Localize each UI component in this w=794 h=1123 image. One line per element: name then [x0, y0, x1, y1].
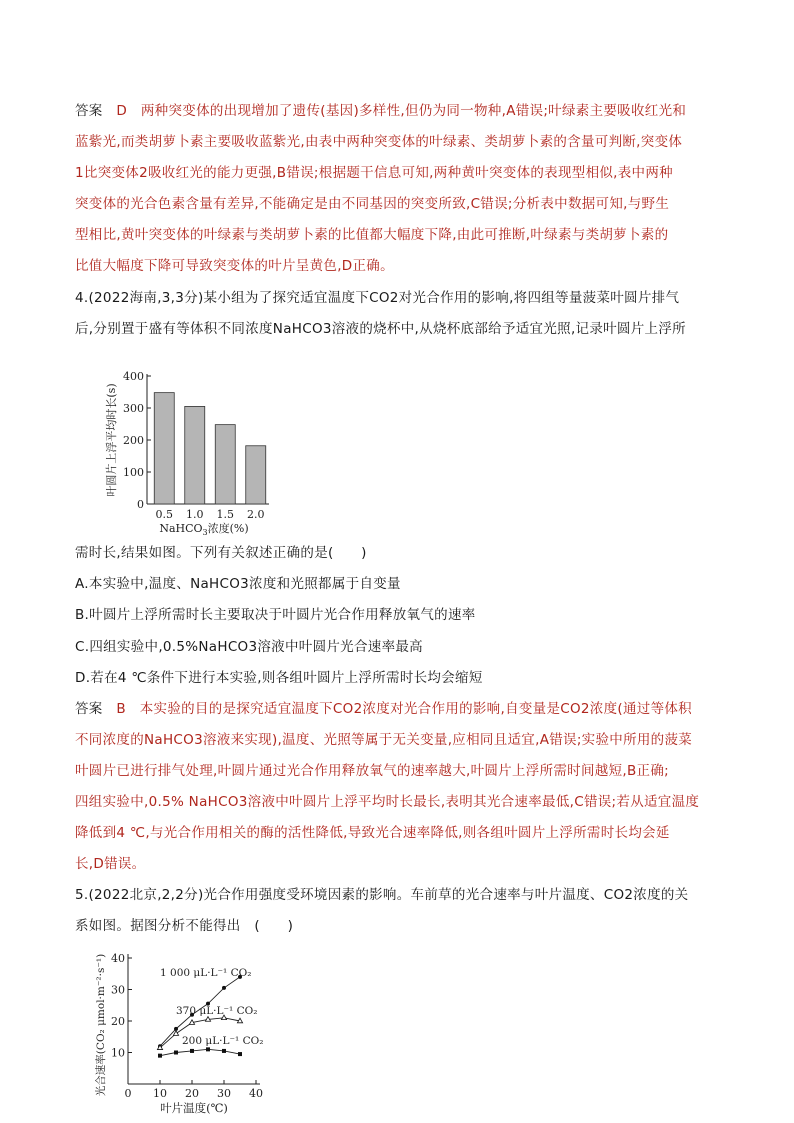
x-tick-label: 1.0	[186, 508, 204, 521]
q4-bar-chart	[100, 368, 290, 540]
y-tick-label: 0	[137, 498, 144, 511]
y-tick-label: 30	[111, 983, 125, 997]
y-tick-label: 200	[123, 434, 144, 447]
data-point	[222, 1049, 226, 1053]
x-tick-label: 20	[185, 1087, 199, 1100]
x-tick-label: 0	[124, 1087, 132, 1100]
y-tick-label: 10	[111, 1046, 125, 1060]
x-axis-label: NaHCO$_3$浓度(%)	[159, 522, 249, 537]
q4-stem-line-3: 需时长,结果如图。下列有关叙述正确的是( )	[75, 545, 367, 561]
answer-label: 答案	[75, 103, 103, 119]
bar	[154, 393, 174, 504]
answer-label: 答案	[75, 701, 103, 717]
y-tick-label: 400	[123, 370, 144, 383]
q3-answer-line-5: 型相比,黄叶突变体的叶绿素与类胡萝卜素的比值都大幅度下降,由此可推断,叶绿素与类胡萝卜素的	[75, 227, 669, 243]
series-label: 370 μL·L⁻¹ CO₂	[176, 1005, 258, 1017]
x-tick-label: 0.5	[155, 508, 173, 521]
q4-option-c: C.四组实验中,0.5%NaHCO3溶液中叶圆片光合速率最高	[75, 639, 423, 655]
q4-stem-line-1: 4.(2022海南,3,3分)某小组为了探究适宜温度下CO2对光合作用的影响,将四组等量菠菜叶圆片排气	[75, 290, 680, 306]
series-line	[160, 1049, 240, 1055]
q4-answer-line-5: 降低到4 ℃,与光合作用相关的酶的活性降低,导致光合速率降低,则各组叶圆片上浮所需时长均会延	[75, 825, 670, 841]
answer-letter: D	[116, 103, 128, 119]
q4-option-b: B.叶圆片上浮所需时长主要取决于叶圆片光合作用释放氧气的速率	[75, 607, 476, 623]
q4-option-a: A.本实验中,温度、NaHCO3浓度和光照都属于自变量	[75, 576, 401, 592]
data-point	[174, 1051, 178, 1055]
y-axis-label: 叶圆片上浮平均时长(s)	[105, 383, 118, 497]
bar	[215, 425, 235, 504]
series-label: 200 μL·L⁻¹ CO₂	[182, 1035, 264, 1047]
q5-stem-line-2: 系如图。据图分析不能得出 ( )	[75, 918, 294, 934]
q4-answer-line-3: 叶圆片已进行排气处理,叶圆片通过光合作用释放氧气的速率越大,叶圆片上浮所需时间越短,B正确;	[75, 763, 669, 779]
q4-option-d: D.若在4 ℃条件下进行本实验,则各组叶圆片上浮所需时长均会缩短	[75, 670, 483, 686]
x-tick-label: 30	[217, 1087, 231, 1100]
y-tick-label: 20	[111, 1015, 125, 1028]
x-tick-label: 40	[249, 1087, 263, 1100]
x-axis-label: 叶片温度(℃)	[160, 1101, 228, 1115]
bar	[185, 406, 205, 504]
data-point	[190, 1049, 194, 1053]
data-point	[238, 1052, 242, 1056]
bar	[246, 446, 266, 504]
q3-answer-line-3: 1比突变体2吸收红光的能力更强,B错误;根据题干信息可知,两种黄叶突变体的表现型相似,表中两种	[75, 165, 673, 181]
q3-answer-line-4: 突变体的光合色素含量有差异,不能确定是由不同基因的突变所致,C错误;分析表中数据可知,与野生	[75, 196, 670, 212]
data-point	[158, 1054, 162, 1058]
y-axis-label: 光合速率(CO₂ μmol·m⁻²·s⁻¹)	[95, 953, 107, 1097]
q4-answer-line-2: 不同浓度的NaHCO3溶液来实现),温度、光照等属于无关变量,应相同且适宜,A错误;实验中所用的菠菜	[75, 732, 693, 748]
q4-answer-line-4: 四组实验中,0.5% NaHCO3溶液中叶圆片上浮平均时长最长,表明其光合速率最低,C错误;若从适宜温度	[75, 794, 700, 810]
q4-answer-line-1: 答案 B 本实验的目的是探究适宜温度下CO2浓度对光合作用的影响,自变量是CO2浓度(通过等体积	[75, 701, 692, 717]
y-tick-label: 300	[123, 402, 144, 415]
data-point	[206, 1047, 210, 1051]
q5-stem-line-1: 5.(2022北京,2,2分)光合作用强度受环境因素的影响。车前草的光合速率与叶片温度、CO2浓度的关	[75, 887, 689, 903]
series-label: 1 000 μL·L⁻¹ CO₂	[160, 967, 252, 979]
q4-answer-line-6: 长,D错误。	[75, 856, 146, 872]
x-tick-label: 2.0	[247, 508, 265, 521]
q3-answer-line-2: 蓝紫光,而类胡萝卜素主要吸收蓝紫光,由表中两种突变体的叶绿素、类胡萝卜素的含量可判断,突变体	[75, 134, 683, 150]
x-tick-label: 10	[153, 1087, 167, 1100]
y-tick-label: 40	[111, 952, 125, 965]
q3-answer-line-6: 比值大幅度下降可导致突变体的叶片呈黄色,D正确。	[75, 258, 394, 274]
answer-letter: B	[116, 701, 126, 717]
x-tick-label: 1.5	[216, 508, 234, 521]
q5-line-chart	[92, 948, 332, 1118]
q4-stem-line-2: 后,分别置于盛有等体积不同浓度NaHCO3溶液的烧杯中,从烧杯底部给予适宜光照,记录叶圆片上浮所	[75, 321, 686, 337]
y-tick-label: 100	[123, 466, 144, 479]
data-point	[222, 986, 226, 990]
q3-answer-line-1: 答案 D 两种突变体的出现增加了遗传(基因)多样性,但仍为同一物种,A错误;叶绿素主要吸收红光和	[75, 103, 687, 119]
